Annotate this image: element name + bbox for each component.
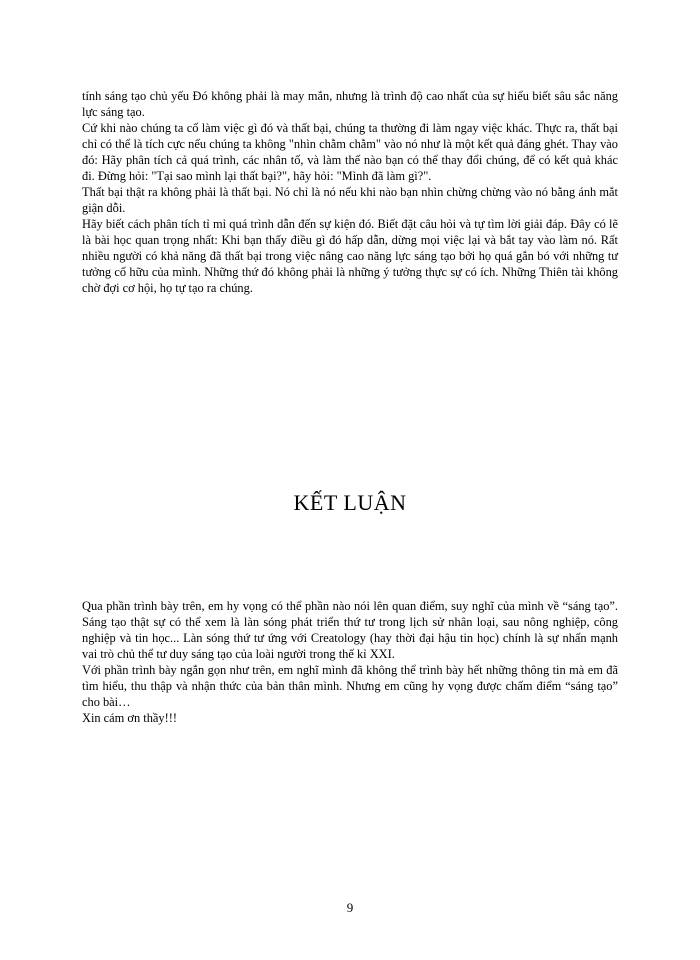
body-text-conclusion [82,598,618,726]
paragraph: tính sáng tạo chủ yếu Đó không phải là may mắn, nhưng là trình độ cao nhất của sự hiểu biết sâu sắc năng lực sáng tạo. [82,89,618,119]
paragraph: Qua phần trình bày trên, em hy vọng có thể phần nào nói lên quan điểm, suy nghĩ của mình về “sáng tạo”. Sáng tạo thật sự có thể xem là làn sóng phát triển thứ tư trong lịch sử nhân loại, sau nông nghiệp, công nghiệp và tin học... Làn sóng thứ tư ứng với Creatology (hay thời đại hậu tin học) chính là sự nhấn mạnh vai trò chủ thể tư duy sáng tạo của loài người trong thế kỉ XXI. [82,599,618,661]
section-heading: KẾT LUẬN [293,490,407,515]
paragraph: Cứ khi nào chúng ta cố làm việc gì đó và thất bại, chúng ta thường đi làm ngay việc khác. Thực ra, thất bại chỉ có thể là tích cực nếu chúng ta không "nhìn chằm chằm" vào nó như là một kết quả đáng ghét. Thay vào đó: Hãy phân tích cả quá trình, các nhân tố, và làm thế nào bạn có thể thay đổi chúng, để có kết quả khác đi. Đừng hỏi: "Tại sao mình lại thất bại?", hãy hỏi: "Mình đã làm gì?". [82,121,618,183]
paragraph: Thất bại thật ra không phải là thất bại. Nó chỉ là nó nếu khi nào bạn nhìn chừng chừng vào nó bằng ánh mắt giận dỗi. [82,185,618,215]
page-number: 9 [346,900,354,915]
paragraph: Với phần trình bày ngắn gọn như trên, em nghĩ mình đã không thể trình bày hết những thông tin mà em đã tìm hiểu, thu thập và nhận thức của bản thân mình. Nhưng em cũng hy vọng được chấm điểm “sáng tạo” cho bài… [82,663,618,709]
body-text-top [82,88,618,296]
paragraph: Xin cám ơn thầy!!! [82,711,177,725]
paragraph: Hãy biết cách phân tích tỉ mỉ quá trình dẫn đến sự kiện đó. Biết đặt câu hỏi và tự tìm lời giải đáp. Đây có lẽ là bài học quan trọng nhất: Khi bạn thấy điều gì đó hấp dẫn, dừng mọi việc lại và bắt tay vào làm nó. Rất nhiều người có khả năng đã thất bại trong việc nâng cao năng lực sáng tạo bởi họ quá gắn bó với những tư tưởng cố hữu của mình. Những thứ đó không phải là những ý tưởng thực sự có ích. Những Thiên tài không chờ đợi cơ hội, họ tự tạo ra chúng. [82,217,618,295]
